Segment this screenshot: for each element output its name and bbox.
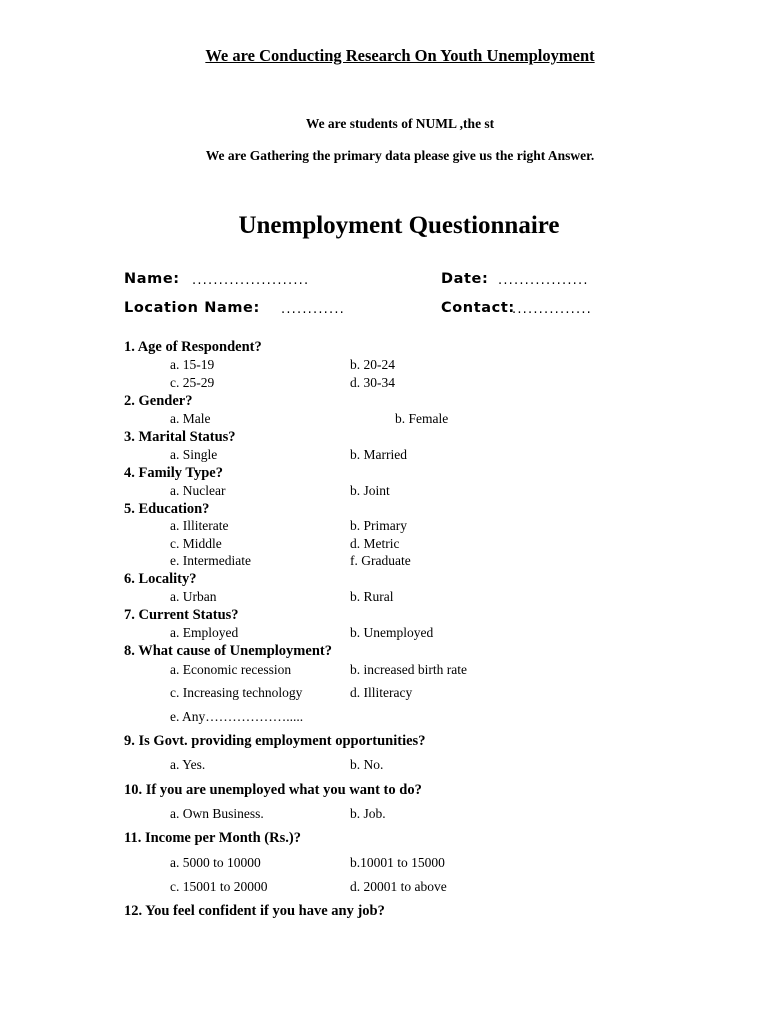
option-age-15-19[interactable]: a. 15-19 xyxy=(170,357,215,372)
date-label: Date: xyxy=(441,271,489,287)
question-cause-of-unemployment: 8. What cause of Unemployment? xyxy=(124,643,332,659)
question-income-per-month: 11. Income per Month (Rs.)? xyxy=(124,830,301,846)
option-illiteracy[interactable]: d. Illiteracy xyxy=(350,685,413,700)
option-income-10001-15000[interactable]: b.10001 to 15000 xyxy=(350,855,445,870)
question-want-to-do: 10. If you are unemployed what you want to do? xyxy=(124,782,422,798)
contact-label: Contact: xyxy=(441,300,515,316)
name-label: Name: xyxy=(124,271,180,287)
option-joint[interactable]: b. Joint xyxy=(350,483,390,498)
option-unemployed[interactable]: b. Unemployed xyxy=(350,625,434,640)
question-current-status: 7. Current Status? xyxy=(124,607,239,623)
name-blank[interactable]: ...................... xyxy=(192,273,310,288)
question-locality: 6. Locality? xyxy=(124,571,197,587)
question-govt-opportunities: 9. Is Govt. providing employment opportunities? xyxy=(124,733,426,749)
option-age-20-24[interactable]: b. 20-24 xyxy=(350,357,395,372)
option-job[interactable]: b. Job. xyxy=(350,806,386,821)
option-increasing-technology[interactable]: c. Increasing technology xyxy=(170,685,303,700)
question-education: 5. Education? xyxy=(124,501,210,517)
option-rural[interactable]: b. Rural xyxy=(350,589,394,604)
option-middle[interactable]: c. Middle xyxy=(170,536,222,551)
option-urban[interactable]: a. Urban xyxy=(170,589,217,604)
date-blank[interactable]: ................. xyxy=(498,273,589,288)
option-primary[interactable]: b. Primary xyxy=(350,518,407,533)
intro-line-request: We are Gathering the primary data please give us the right Answer. xyxy=(205,148,595,163)
question-feel-confident: 12. You feel confident if you have any job? xyxy=(124,903,385,919)
option-intermediate[interactable]: e. Intermediate xyxy=(170,553,251,568)
option-age-25-29[interactable]: c. 25-29 xyxy=(170,375,215,390)
contact-blank[interactable]: ............... xyxy=(512,302,592,317)
option-any[interactable]: e. Any………………..... xyxy=(170,709,304,724)
question-family-type: 4. Family Type? xyxy=(124,465,223,481)
option-employed[interactable]: a. Employed xyxy=(170,625,239,640)
questionnaire-title: Unemployment Questionnaire xyxy=(238,212,560,239)
question-age: 1. Age of Respondent? xyxy=(124,339,262,355)
question-marital-status: 3. Marital Status? xyxy=(124,429,236,445)
option-age-30-34[interactable]: d. 30-34 xyxy=(350,375,395,390)
option-single[interactable]: a. Single xyxy=(170,447,218,462)
option-nuclear[interactable]: a. Nuclear xyxy=(170,483,226,498)
option-own-business[interactable]: a. Own Business. xyxy=(170,806,264,821)
intro-line-students: We are students of NUML ,the st xyxy=(305,116,495,131)
option-economic-recession[interactable]: a. Economic recession xyxy=(170,662,292,677)
option-income-15001-20000[interactable]: c. 15001 to 20000 xyxy=(170,879,268,894)
option-income-20001-above[interactable]: d. 20001 to above xyxy=(350,879,447,894)
question-gender: 2. Gender? xyxy=(124,393,193,409)
option-yes[interactable]: a. Yes. xyxy=(170,757,206,772)
option-income-5000-10000[interactable]: a. 5000 to 10000 xyxy=(170,855,261,870)
option-increased-birth-rate[interactable]: b. increased birth rate xyxy=(350,662,467,677)
option-married[interactable]: b. Married xyxy=(350,447,407,462)
option-male[interactable]: a. Male xyxy=(170,411,211,426)
option-metric[interactable]: d. Metric xyxy=(350,536,400,551)
option-illiterate[interactable]: a. Illiterate xyxy=(170,518,229,533)
location-name-blank[interactable]: ............ xyxy=(281,302,345,317)
option-no[interactable]: b. No. xyxy=(350,757,384,772)
option-graduate[interactable]: f. Graduate xyxy=(350,553,411,568)
research-heading: We are Conducting Research On Youth Unemployment xyxy=(205,46,595,65)
location-name-label: Location Name: xyxy=(124,300,260,316)
option-female[interactable]: b. Female xyxy=(395,411,449,426)
